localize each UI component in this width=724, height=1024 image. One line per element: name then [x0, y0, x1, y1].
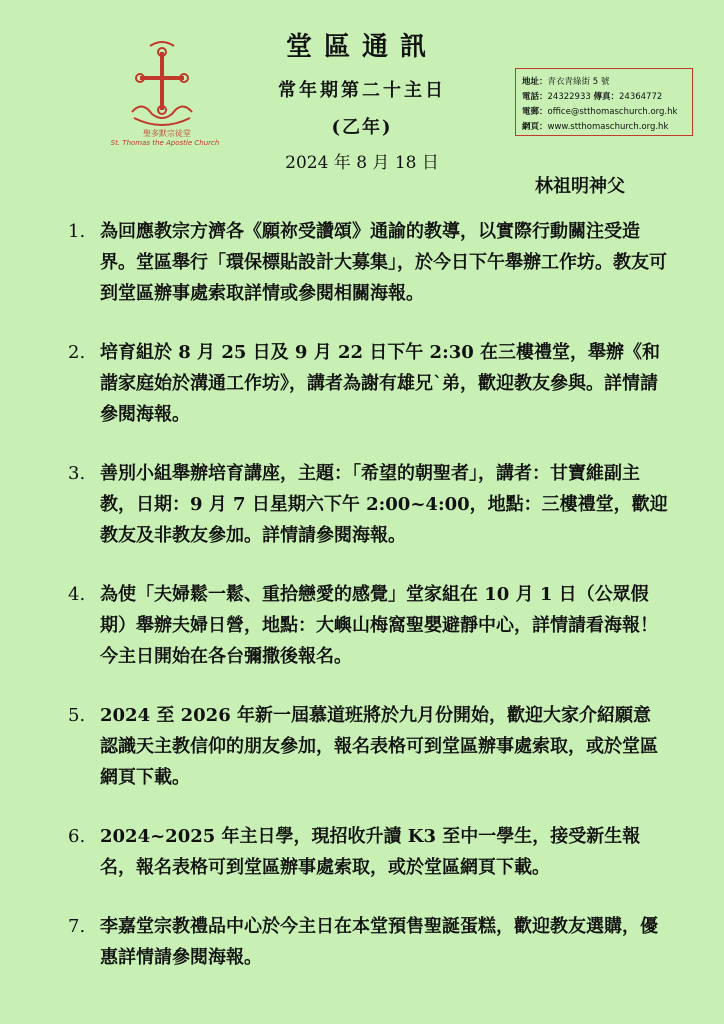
notice-number: 3. [68, 463, 86, 484]
year-cycle: (乙年) [331, 117, 393, 138]
contact-address: 地址：青衣青綠街 5 號 [522, 77, 610, 87]
notice-text: 善別小組舉辦培育講座，主題：「希望的朝聖者」，講者：甘寶維副主教，日期：9 月 7 日星期六下午 2:00~4:00，地點：三樓禮堂，歡迎教友及非教友參加。詳情請參閱海報。 [100, 463, 668, 546]
notice-text: 2024 至 2026 年新一屆慕道班將於九月份開始，歡迎大家介紹願意認識天主教信仰的朋友參加，報名表格可到堂區辦事處索取，或於堂區網頁下載。 [100, 705, 658, 788]
notice-text: 為使「夫婦鬆一鬆、重拾戀愛的感覺」堂家組在 10 月 1 日（公眾假期）舉辦夫婦日營，地點：大嶼山梅窩聖嬰避靜中心，詳情請看海報！今主日開始在各台彌撒後報名。 [100, 584, 658, 667]
page-title: 堂區通訊 [285, 32, 438, 62]
notice-item [68, 337, 668, 430]
logo-text-cn: 聖多默宗徒堂 [143, 129, 191, 138]
contact-box [515, 68, 693, 136]
contact-web: 網頁：www.stthomaschurch.org.hk [522, 122, 669, 132]
notice-number: 6. [68, 826, 86, 847]
contact-phone: 電話：24322933 傳真：24364772 [522, 92, 663, 102]
notice-number: 7. [68, 916, 86, 937]
notice-number: 4. [68, 584, 86, 605]
issue-date: 2024 年 8 月 18 日 [285, 153, 439, 173]
notice-number: 5. [68, 705, 86, 726]
notice-text: 為回應教宗方濟各《願祢受讚頌》通諭的教導，以實際行動關注受造界。堂區舉行「環保標貼設計大募集」，於今日下午舉辦工作坊。教友可到堂區辦事處索取詳情或參閱相關海報。 [100, 221, 667, 304]
notice-text: 2024~2025 年主日學，現招收升讀 K3 至中一學生，接受新生報名，報名表格可到堂區辦事處索取，或於堂區網頁下載。 [100, 826, 641, 878]
notice-number: 1. [68, 221, 86, 242]
notice-item [68, 458, 668, 551]
notice-item [68, 911, 668, 973]
notice-item [68, 579, 668, 672]
page-subtitle: 常年期第二十主日 [278, 80, 446, 101]
contact-email: 電郵：office@stthomaschurch.org.hk [522, 107, 678, 117]
notice-item [68, 216, 668, 309]
priest-name: 林祖明神父 [535, 176, 625, 197]
notice-text: 培育組於 8 月 25 日及 9 月 22 日下午 2:30 在三樓禮堂，舉辦《和諧家庭始於溝通工作坊》，講者為謝有雄兄`弟，歡迎教友參與。詳情請參閱海報。 [100, 342, 661, 425]
notice-item [68, 700, 668, 793]
notice-list [68, 216, 668, 973]
logo-text-en: St. Thomas the Apostle Church [110, 139, 220, 147]
notice-item [68, 821, 668, 883]
notice-text: 李嘉堂宗教禮品中心於今主日在本堂預售聖誕蛋糕，歡迎教友選購，優惠詳情請參閱海報。 [100, 916, 658, 968]
notice-number: 2. [68, 342, 86, 363]
